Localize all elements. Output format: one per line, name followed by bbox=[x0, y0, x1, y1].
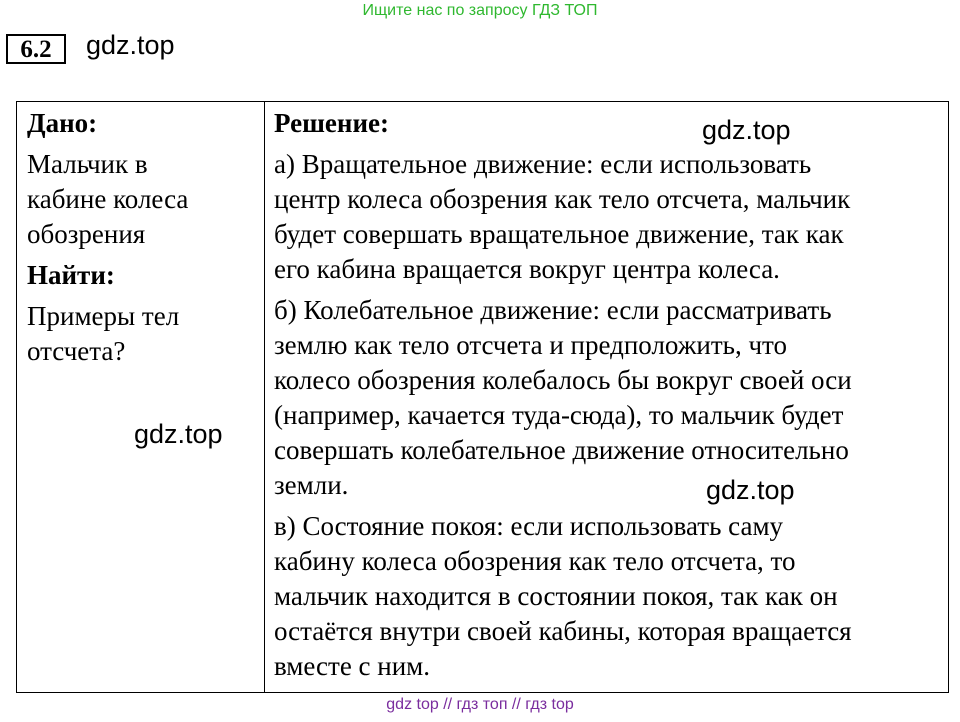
find-line: отсчета? bbox=[27, 336, 126, 366]
solution-heading: Решение: bbox=[274, 108, 389, 138]
solution-line: вместе с ним. bbox=[274, 651, 431, 681]
watermark: gdz.top bbox=[706, 475, 795, 505]
solution-line: его кабина вращается вокруг центра колеса. bbox=[274, 254, 780, 284]
given-column bbox=[27, 106, 257, 369]
solution-paragraph-b bbox=[274, 293, 946, 503]
solution-line: колесо обозрения колебалось бы вокруг своей оси bbox=[274, 365, 852, 395]
solution-line: земли. bbox=[274, 470, 349, 500]
solution-line: а) Вращательное движение: если использовать bbox=[274, 149, 812, 179]
header-watermark: gdz.top bbox=[86, 30, 175, 60]
solution-line: мальчик находится в состоянии покоя, так как он bbox=[274, 581, 838, 611]
column-divider bbox=[264, 102, 265, 692]
given-heading: Дано: bbox=[27, 108, 98, 138]
solution-line: совершать колебательное движение относительно bbox=[274, 435, 849, 465]
watermark: gdz.top bbox=[702, 115, 791, 145]
given-text bbox=[27, 147, 257, 252]
solution-column bbox=[274, 106, 946, 684]
solution-paragraph-c bbox=[274, 509, 946, 684]
given-line: Мальчик в bbox=[27, 149, 148, 179]
task-number: 6.2 bbox=[6, 34, 66, 64]
solution-line: б) Колебательное движение: если рассматривать bbox=[274, 295, 832, 325]
find-heading: Найти: bbox=[27, 260, 115, 290]
solution-line: (например, качается туда-сюда), то мальчик будет bbox=[274, 400, 844, 430]
find-line: Примеры тел bbox=[27, 301, 180, 331]
find-text bbox=[27, 299, 257, 369]
solution-line: остаётся внутри своей кабины, которая вращается bbox=[274, 616, 852, 646]
solution-line: центр колеса обозрения как тело отсчета, мальчик bbox=[274, 184, 851, 214]
solution-line: будет совершать вращательное движение, так как bbox=[274, 219, 844, 249]
solution-line: кабину колеса обозрения как тело отсчета, то bbox=[274, 546, 796, 576]
solution-line: землю как тело отсчета и предположить, что bbox=[274, 330, 787, 360]
task-table bbox=[16, 101, 949, 693]
top-banner: Ищите нас по запросу ГДЗ ТОП bbox=[362, 2, 598, 19]
given-line: обозрения bbox=[27, 219, 146, 249]
given-line: кабине колеса bbox=[27, 184, 189, 214]
solution-paragraph-a bbox=[274, 147, 946, 287]
solution-line: в) Состояние покоя: если использовать саму bbox=[274, 511, 784, 541]
footer-watermark: gdz top // гдз топ // гдз top bbox=[386, 696, 574, 713]
watermark: gdz.top bbox=[134, 419, 223, 449]
